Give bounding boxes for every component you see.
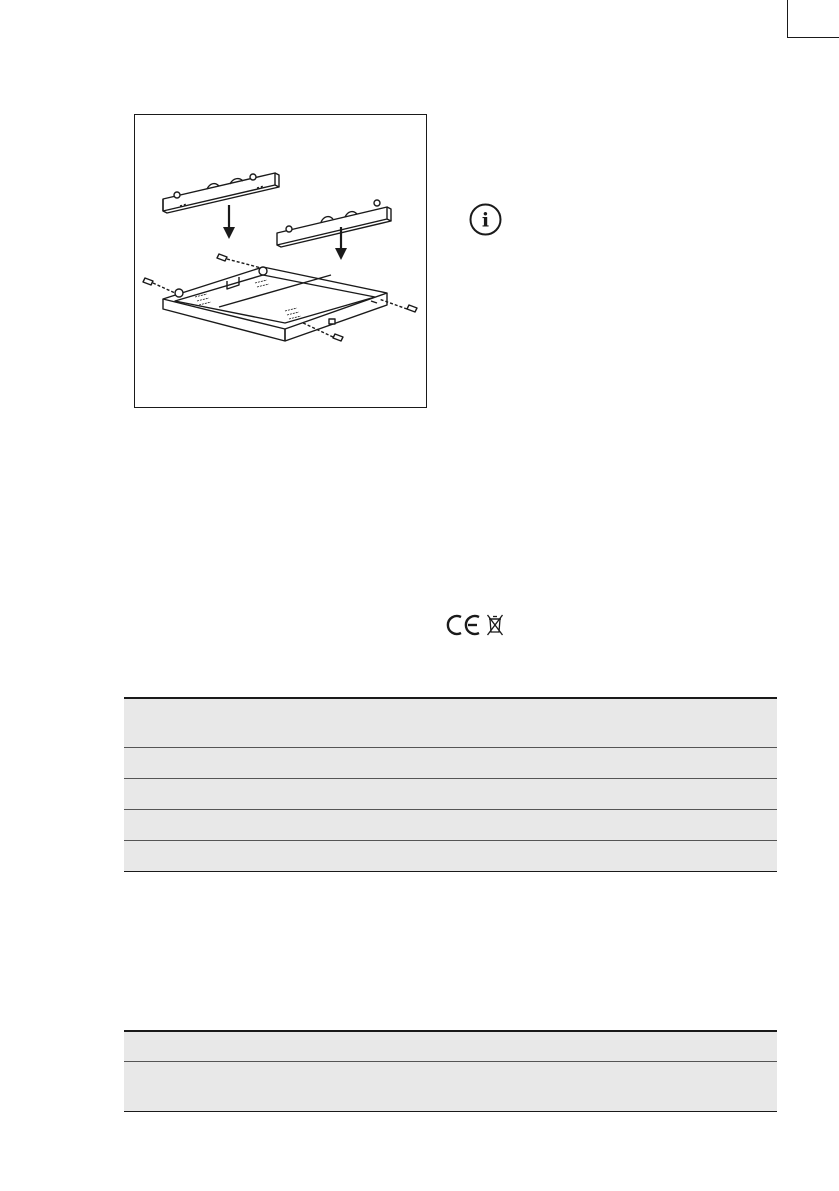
- table-row: [124, 1062, 777, 1112]
- table-row: [124, 841, 777, 872]
- information-table: [124, 1030, 777, 1112]
- crop-mark-vertical: [787, 0, 788, 38]
- table-row: [124, 1030, 777, 1062]
- crop-mark-horizontal: [788, 37, 839, 38]
- plinth-assembly-drawing: [135, 115, 428, 409]
- certification-marks: [446, 612, 504, 638]
- table-row: [124, 779, 777, 810]
- specification-table: [124, 697, 777, 872]
- table-row: [124, 697, 777, 748]
- crossed-bin-icon: [486, 613, 504, 637]
- installation-figure: [134, 114, 427, 408]
- right-rail: [277, 200, 391, 247]
- table-row: [124, 810, 777, 841]
- table-row: [124, 748, 777, 779]
- left-rail: [163, 173, 279, 213]
- ce-mark-icon: [446, 614, 482, 636]
- base-frame: [163, 267, 387, 341]
- info-icon: [469, 203, 502, 236]
- info-glyph: i: [481, 209, 490, 232]
